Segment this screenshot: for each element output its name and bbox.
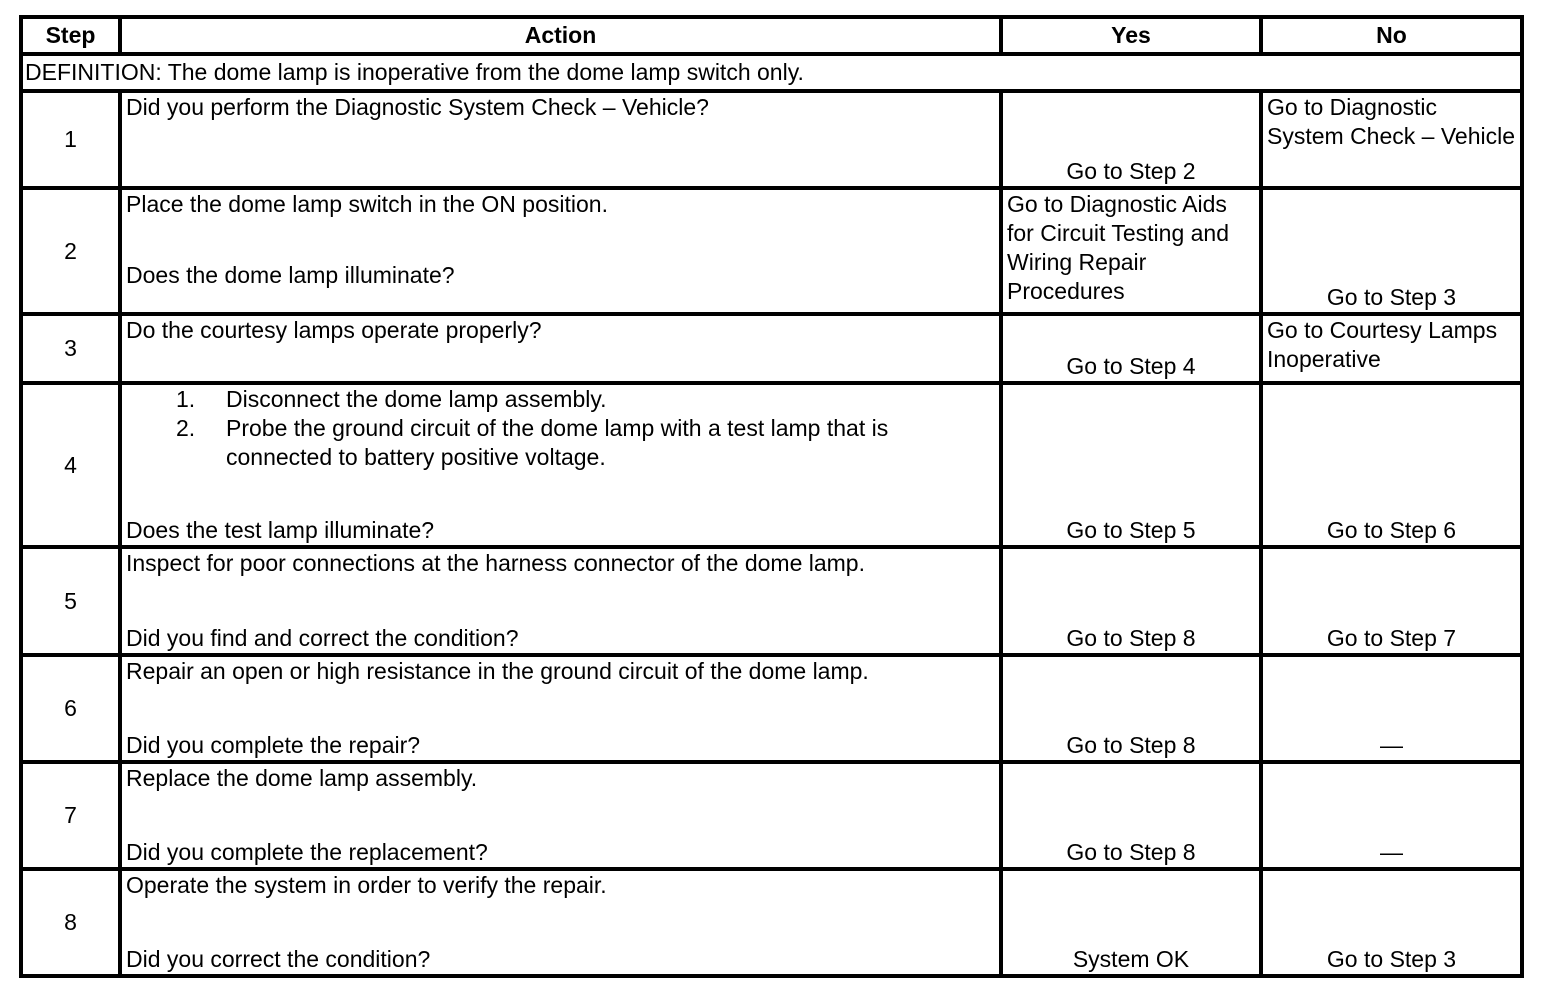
action-question: Did you complete the repair? [126,732,421,758]
no-cell [1261,762,1522,869]
action-cell [120,91,1001,188]
table-row [21,762,1522,869]
no-text: — [1380,732,1403,758]
yes-text: Go to Step 8 [1066,732,1196,758]
yes-text: Go to Diagnostic Aids for Circuit Testing and Wiring Repair Procedures [1007,191,1230,304]
action-text: Repair an open or high resistance in the ground circuit of the dome lamp. [126,658,869,684]
list-item [176,385,995,414]
action-cell [120,869,1001,976]
no-text: Go to Step 3 [1326,946,1457,972]
no-cell [1261,655,1522,762]
action-question: Did you complete the replacement? [126,839,488,865]
yes-cell [1001,762,1261,869]
table-row [21,188,1522,314]
header-step: Step [21,17,120,54]
step-number: 7 [21,762,120,869]
yes-text: System OK [1072,946,1190,972]
action-text: Do the courtesy lamps operate properly? [126,317,542,343]
table-row [21,655,1522,762]
table-row [21,383,1522,547]
header-no: No [1261,17,1522,54]
substep-text: Disconnect the dome lamp assembly. [226,386,607,412]
no-text: Go to Courtesy Lamps Inoperative [1267,317,1498,372]
yes-text: Go to Step 8 [1066,839,1196,865]
yes-cell [1001,869,1261,976]
no-cell [1261,383,1522,547]
yes-text: Go to Step 4 [1066,353,1196,379]
action-text: Place the dome lamp switch in the ON position. [126,191,608,217]
action-cell [120,655,1001,762]
action-question: Did you correct the condition? [126,946,431,972]
step-number: 6 [21,655,120,762]
no-cell [1261,314,1522,383]
no-text: Go to Step 3 [1326,284,1457,310]
action-cell [120,188,1001,314]
table-row [21,547,1522,655]
step-number: 3 [21,314,120,383]
header-row [21,17,1522,54]
action-text: Operate the system in order to verify the repair. [126,872,607,898]
yes-cell [1001,655,1261,762]
yes-cell [1001,188,1261,314]
action-cell [120,547,1001,655]
no-text: Go to Step 6 [1326,517,1457,543]
action-cell [120,314,1001,383]
definition-row [21,54,1522,91]
action-text: Replace the dome lamp assembly. [126,765,478,791]
yes-text: Go to Step 2 [1066,158,1196,184]
substep-text: Probe the ground circuit of the dome lamp with a test lamp that is connected to battery positive voltage. [226,415,889,470]
yes-text: Go to Step 5 [1066,517,1196,543]
header-action: Action [120,17,1001,54]
no-cell [1261,547,1522,655]
step-number: 4 [21,383,120,547]
yes-cell [1001,383,1261,547]
action-question: Does the test lamp illuminate? [126,517,435,543]
action-question: Did you find and correct the condition? [126,625,519,651]
list-item [176,414,995,472]
step-number: 8 [21,869,120,976]
substep-number: 1. [176,386,196,412]
no-cell [1261,188,1522,314]
action-text: Did you perform the Diagnostic System Check – Vehicle? [126,94,709,120]
header-yes: Yes [1001,17,1261,54]
table-row [21,869,1522,976]
definition-text: DEFINITION: The dome lamp is inoperative from the dome lamp switch only. [21,54,1522,91]
no-text: Go to Diagnostic System Check – Vehicle [1267,94,1516,149]
action-cell [120,762,1001,869]
no-text: Go to Step 7 [1326,625,1457,651]
substep-list [126,385,995,472]
step-number: 5 [21,547,120,655]
yes-text: Go to Step 8 [1066,625,1196,651]
action-question: Does the dome lamp illuminate? [126,262,455,288]
diagnostic-table [19,15,1524,978]
step-number: 1 [21,91,120,188]
no-text: — [1380,839,1403,865]
no-cell [1261,869,1522,976]
no-cell [1261,91,1522,188]
yes-cell [1001,91,1261,188]
table-row [21,314,1522,383]
yes-cell [1001,314,1261,383]
action-text: Inspect for poor connections at the harness connector of the dome lamp. [126,550,865,576]
substep-number: 2. [176,415,196,441]
action-cell [120,383,1001,547]
table-row [21,91,1522,188]
step-number: 2 [21,188,120,314]
yes-cell [1001,547,1261,655]
